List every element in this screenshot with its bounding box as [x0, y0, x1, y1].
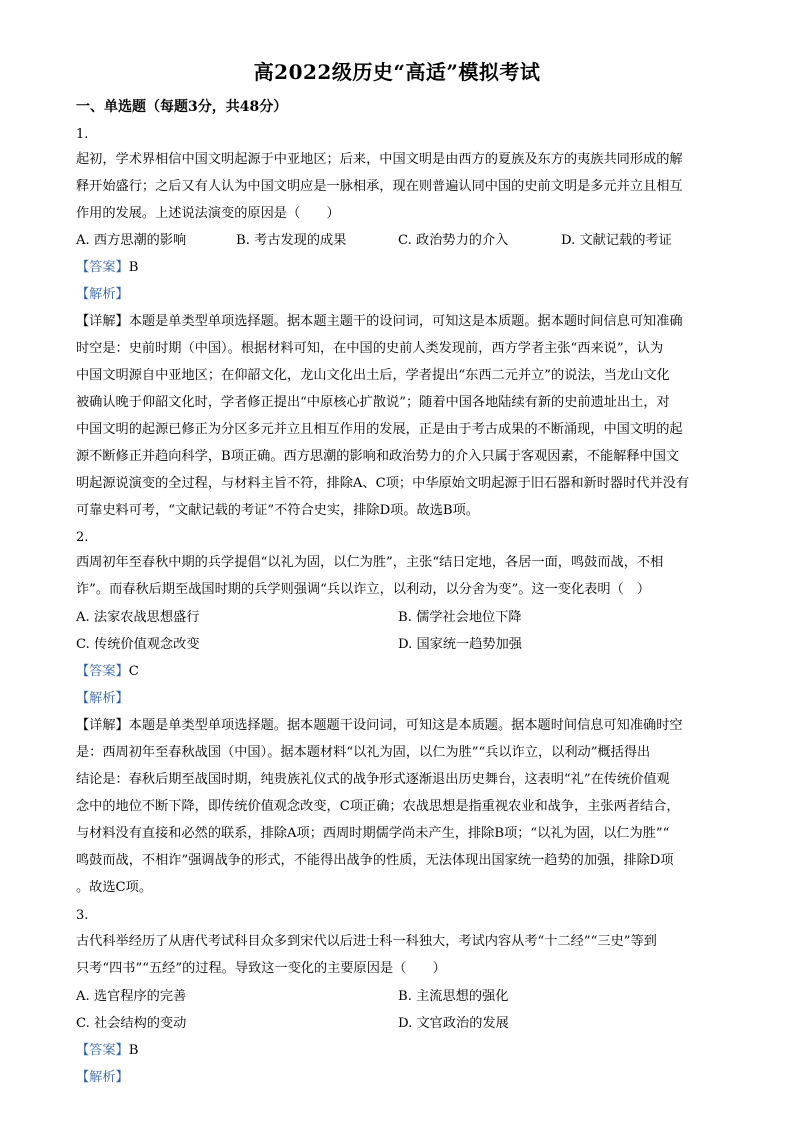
analysis-line: 念中的地位不断下降，即传统价值观念改变，C项正确；农战思想是指重视农业和战争，主张两者结合，	[76, 799, 680, 814]
option-a: A. 法家农战思想盛行	[76, 610, 200, 625]
option-c: C. 社会结构的变动	[76, 1016, 187, 1031]
analysis-tag: 【解析】	[76, 1070, 129, 1085]
option-d: D. 国家统一趋势加强	[398, 637, 522, 652]
answer-value: B	[128, 260, 139, 275]
analysis-line: 与材料没有直接和必然的联系，排除A项；西周时期儒学尚未产生，排除B项；“以礼为固，以仁为胜”“	[76, 826, 670, 841]
analysis-line: 结论是：春秋后期至战国时期，纯贵族礼仪式的战争形式逐渐退出历史舞台，这表明“礼”在传统价值观	[76, 772, 670, 787]
option-c: C. 政治势力的介入	[398, 233, 509, 248]
analysis-line: 时空是：史前时期（中国）。根据材料可知，在中国的史前人类发现前，西方学者主张“西来说”，认为	[76, 341, 664, 356]
option-a: A. 选官程序的完善	[76, 989, 187, 1004]
answer-line	[76, 662, 726, 682]
option-c: C. 传统价值观念改变	[76, 637, 200, 652]
option-b: B. 考古发现的成果	[236, 233, 347, 248]
answer-tag: 【答案】	[76, 1043, 129, 1058]
question-number: 2.	[76, 530, 89, 545]
page-title: 高2022级历史“高适”模拟考试	[253, 60, 541, 84]
question-stem-line: 只考“四书”“五经”的过程。导致这一变化的主要原因是（ ）	[76, 961, 446, 976]
question-number: 3.	[76, 908, 89, 923]
analysis-line: 【详解】本题是单类型单项选择题。据本题主题干的设问词，可知这是本质题。据本题时间信息可知准确	[76, 314, 683, 329]
option-a: A. 西方思潮的影响	[76, 233, 187, 248]
analysis-tag: 【解析】	[76, 287, 129, 302]
analysis-line: 源不断修正并趋向科学，B项正确。西方思潮的影响和政治势力的介入只属于客观因素，不能解释中国文	[76, 449, 680, 464]
question-number: 1.	[76, 127, 89, 142]
option-b: B. 主流思想的强化	[398, 989, 509, 1004]
analysis-line: 中国文明的起源已修正为分区多元并立且相互作用的发展，正是由于考古成果的不断涌现，中国文明的起	[76, 422, 683, 437]
analysis-line: 被确认晚于仰韶文化时，学者修正提出“中原核心扩散说”；随着中国各地陆续有新的史前遗址出土，对	[76, 395, 670, 410]
analysis-line: 可靠史料可考，“文献记载的考证”不符合史实，排除D项。故选B项。	[76, 503, 479, 518]
question-stem-line: 古代科举经历了从唐代考试科目众多到宋代以后进士科一科独大，考试内容从考“十二经”“三史”等到	[76, 934, 657, 949]
answer-value: C	[128, 664, 139, 679]
question-stem-line: 诈”。而春秋后期至战国时期的兵学则强调“兵以诈立，以利动，以分舍为变”。这一变化表明（ ）	[76, 582, 651, 597]
question-stem-line: 起初，学术界相信中国文明起源于中亚地区；后来，中国文明是由西方的夏族及东方的夷族共同形成的解	[76, 152, 683, 167]
answer-line	[76, 1041, 726, 1061]
answer-tag: 【答案】	[76, 664, 129, 679]
question-stem-line: 作用的发展。上述说法演变的原因是（ ）	[76, 206, 340, 221]
analysis-line: 是：西周初年至春秋战国（中国）。据本题材料“以礼为固，以仁为胜”“兵以诈立，以利动”概括得出	[76, 745, 651, 760]
answer-tag: 【答案】	[76, 260, 129, 275]
analysis-tag: 【解析】	[76, 691, 129, 706]
question-stem-line: 释开始盛行；之后又有人认为中国文明应是一脉相承，现在则普遍认同中国的史前文明是多元并立且相互	[76, 179, 683, 194]
option-d: D. 文献记载的考证	[561, 233, 672, 248]
option-d: D. 文官政治的发展	[398, 1016, 509, 1031]
analysis-line: 中国文明源自中亚地区；在仰韶文化，龙山文化出土后，学者提出“东西二元并立”的说法，当龙山文化	[76, 368, 670, 383]
question-stem-line: 西周初年至春秋中期的兵学提倡“以礼为固，以仁为胜”，主张“结日定地，各居一面，鸣鼓而战，不相	[76, 555, 664, 570]
analysis-line: 鸣鼓而战，不相诈”强调战争的形式，不能得出战争的性质，无法体现出国家统一趋势的加强，排除D项	[76, 853, 674, 868]
option-b: B. 儒学社会地位下降	[398, 610, 522, 625]
analysis-line: 明起源说演变的全过程，与材料主旨不符，排除A、C项；中华原始文明起源于旧石器和新时器时代并没有	[76, 476, 690, 491]
section-heading: 一、单选题（每题3分，共48分）	[76, 99, 288, 115]
answer-value: B	[128, 1043, 139, 1058]
answer-line	[76, 258, 726, 278]
analysis-line: 。故选C项。	[76, 880, 153, 895]
analysis-line: 【详解】本题是单类型单项选择题。据本题题干设问词，可知这是本质题。据本题时间信息可知准确时空	[76, 718, 683, 733]
